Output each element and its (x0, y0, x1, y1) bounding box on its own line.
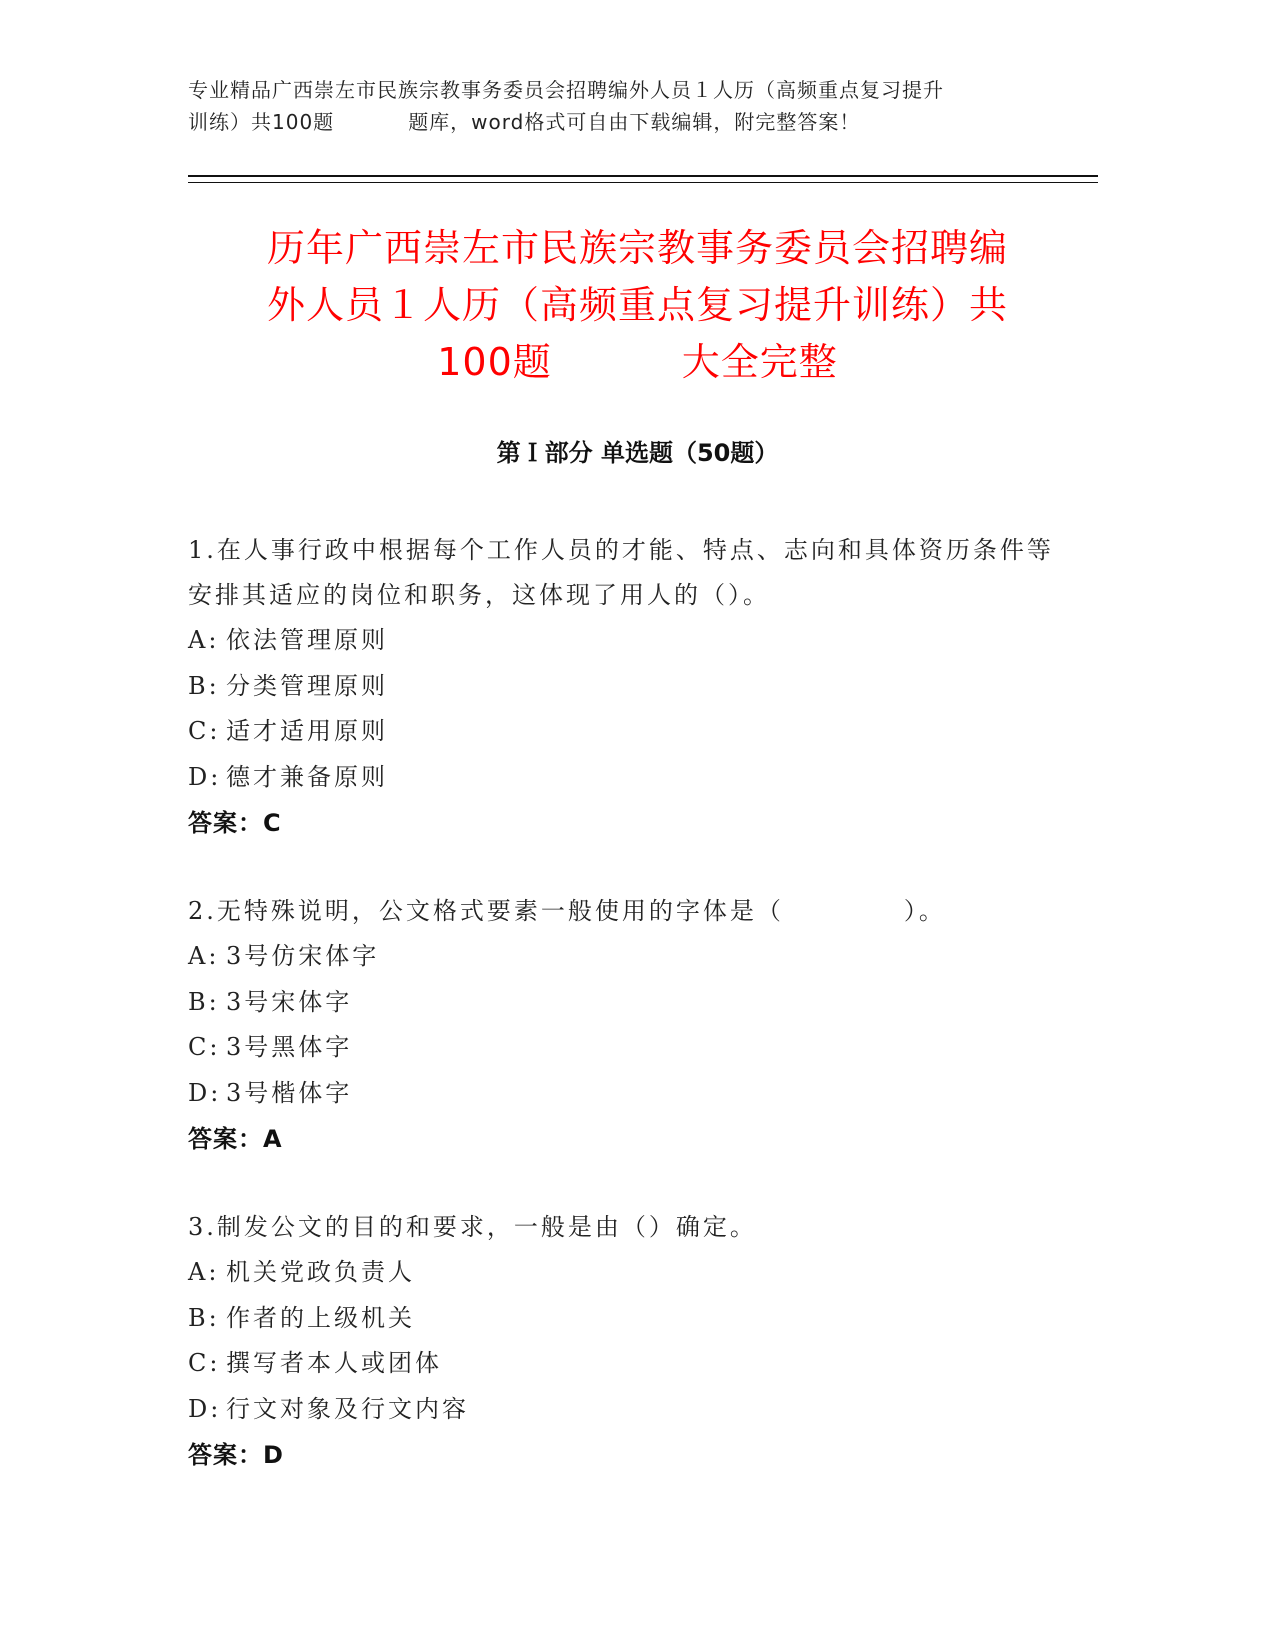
document-title (180, 220, 1095, 391)
header-line-1: 专业精品广西崇左市民族宗教事务委员会招聘编外人员１人历（高频重点复习提升 (188, 78, 944, 102)
option-letter: D: (188, 1078, 222, 1107)
option-letter: A: (188, 1258, 220, 1286)
option-text: 3号宋体字 (226, 987, 353, 1016)
option-c (188, 709, 1068, 755)
option-c (188, 1025, 1068, 1071)
question-text-end: ）。 (903, 897, 946, 925)
option-letter: D: (188, 762, 222, 791)
header-divider-thick (188, 175, 1098, 177)
option-text: 作者的上级机关 (226, 1303, 415, 1332)
option-text: 适才适用原则 (226, 717, 388, 745)
option-text: 德才兼备原则 (226, 762, 388, 791)
title-line-2: 外人员１人历（高频重点复习提升训练）共 (266, 283, 1008, 327)
option-b (188, 980, 1068, 1026)
header-line-2-right: 题库，word格式可自由下载编辑，附完整答案！ (408, 110, 861, 134)
answer-text: 答案：C (188, 809, 282, 837)
title-line-1: 历年广西崇左市民族宗教事务委员会招聘编 (266, 226, 1008, 270)
option-a (188, 618, 1068, 664)
question-item (188, 889, 1068, 1162)
option-letter: C: (188, 1349, 221, 1377)
option-letter: B: (188, 987, 220, 1016)
option-a (188, 1250, 1068, 1296)
option-d (188, 755, 1068, 801)
option-text: 3号黑体字 (226, 1033, 353, 1061)
option-d (188, 1071, 1068, 1117)
option-text: 行文对象及行文内容 (226, 1394, 469, 1423)
option-c (188, 1341, 1068, 1387)
answer-text: 答案：A (188, 1125, 283, 1153)
option-letter: A: (188, 626, 220, 654)
question-text (188, 889, 1068, 934)
title-line-3-right: 大全完整 (681, 340, 838, 384)
answer-text: 答案：D (188, 1441, 284, 1469)
header-line-2-left: 训练）共100题 (188, 110, 335, 134)
title-line-3 (180, 334, 1095, 391)
option-letter: B: (188, 671, 220, 700)
section-heading: 第Ｉ部分 单选题（50题） (496, 439, 779, 467)
question-text-start: 2.无特殊说明，公文格式要素一般使用的字体是（ (188, 897, 784, 925)
option-letter: C: (188, 717, 221, 745)
option-text: 3号仿宋体字 (226, 942, 380, 970)
question-list (188, 528, 1068, 1521)
option-b (188, 664, 1068, 710)
option-letter: A: (188, 942, 220, 970)
option-d (188, 1387, 1068, 1433)
option-text: 机关党政负责人 (226, 1258, 415, 1286)
header-divider-thin (188, 182, 1098, 183)
option-b (188, 1296, 1068, 1342)
option-letter: D: (188, 1394, 222, 1423)
title-line-3-left: 100题 (437, 340, 552, 384)
document-header (188, 74, 1088, 138)
option-text: 分类管理原则 (226, 671, 388, 700)
option-a (188, 934, 1068, 980)
option-letter: C: (188, 1033, 221, 1061)
option-letter: B: (188, 1303, 220, 1332)
header-line-2 (188, 106, 1088, 138)
question-text: 1.在人事行政中根据每个工作人员的才能、特点、志向和具体资历条件等安排其适应的岗位和职务，这体现了用人的（）。 (188, 536, 1054, 609)
question-item (188, 1205, 1068, 1478)
option-text: 撰写者本人或团体 (226, 1349, 442, 1377)
option-text: 3号楷体字 (226, 1078, 353, 1107)
option-text: 依法管理原则 (226, 626, 388, 654)
question-text: 3.制发公文的目的和要求，一般是由（）确定。 (188, 1213, 757, 1241)
question-item (188, 528, 1068, 846)
